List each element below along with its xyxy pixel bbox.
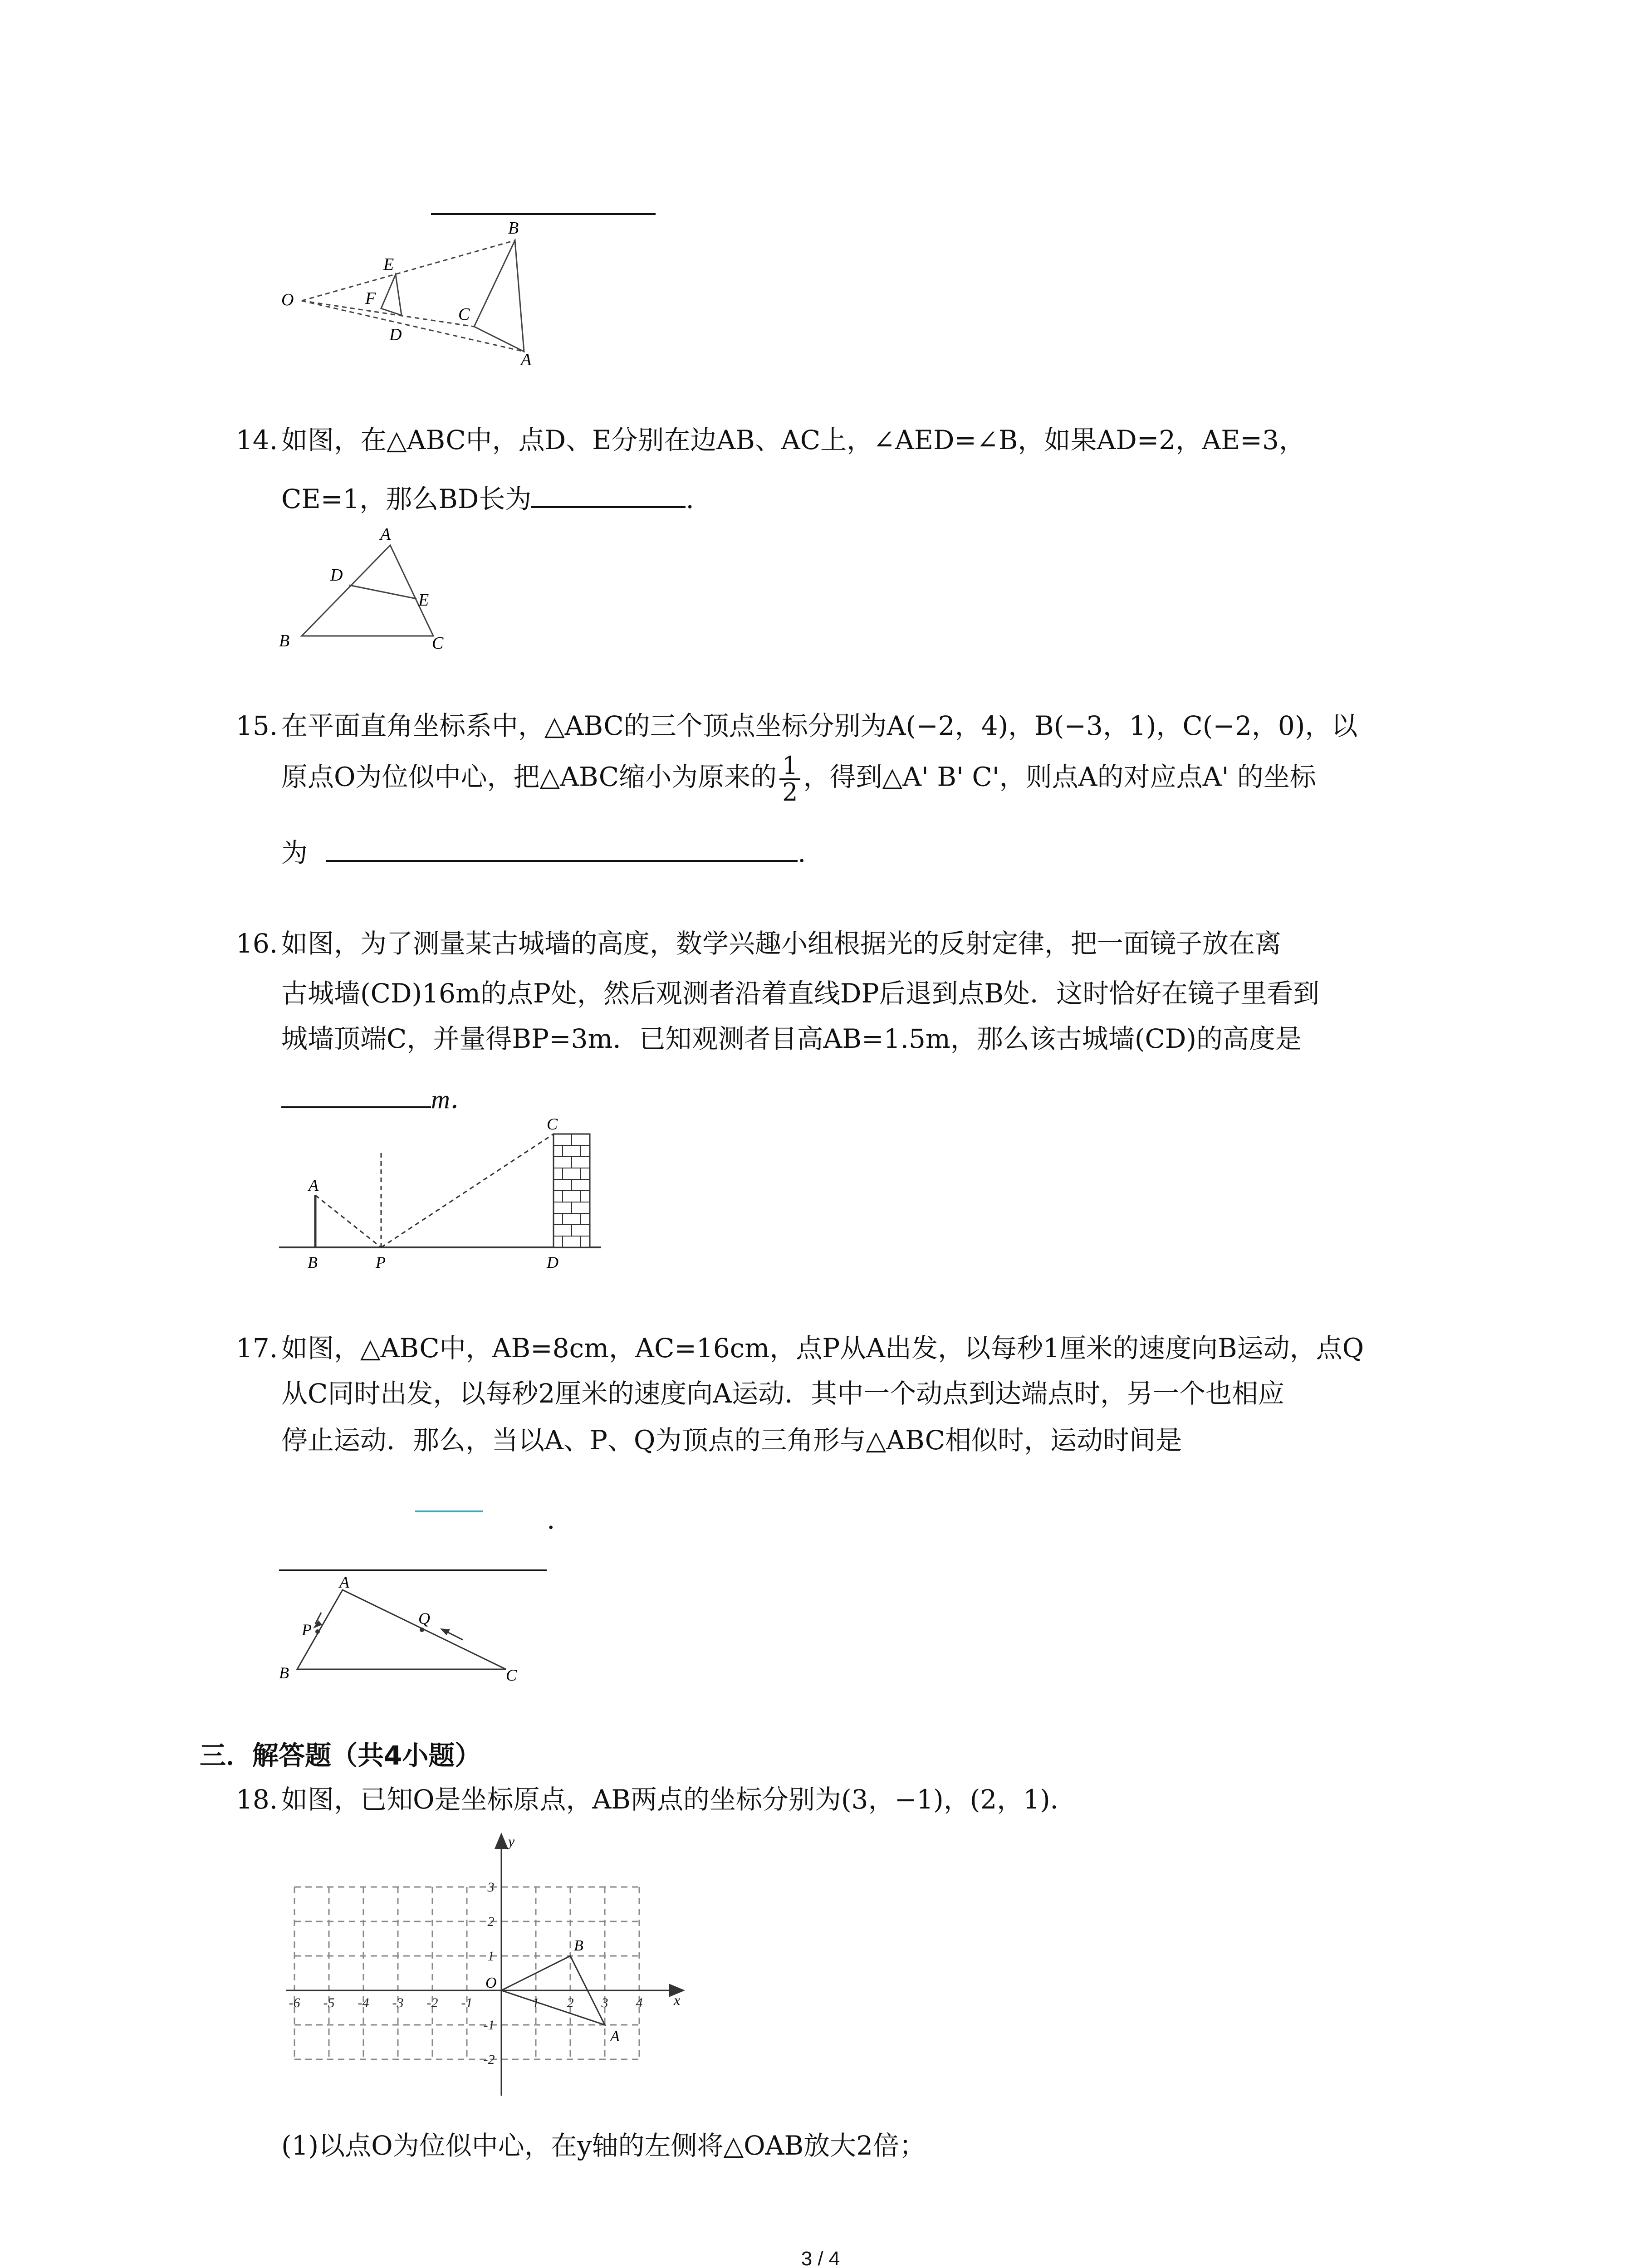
q18-x-axis-label: x	[674, 1992, 681, 2008]
q18-number: 18.	[236, 1784, 278, 1815]
q15-number: 15.	[236, 710, 278, 741]
q18-xtick: 4	[636, 1995, 643, 2010]
q18-part1: (1)以点O为位似中心，在y轴的左侧将△OAB放大2倍；	[281, 2130, 926, 2161]
q18-coordinate-grid	[268, 1823, 694, 2105]
q18-xtick: -1	[461, 1995, 473, 2010]
q16-label-A: A	[309, 1176, 318, 1194]
q18-xtick: -4	[358, 1995, 369, 2010]
q14-line1: 14. 如图，在△ABC中，点D、E分别在边AB、AC上，∠AED=∠B，如果AD=2，AE=3，	[236, 425, 1305, 455]
q15-line1: 15. 在平面直角坐标系中，△ABC的三个顶点坐标分别为A(−2，4)，B(−3，1)，C(−2，0)，以	[236, 710, 1358, 741]
q15-fraction: $\frac{1}{2}$	[779, 753, 800, 805]
q14-number: 14.	[236, 425, 278, 455]
q16-figure	[272, 1111, 608, 1275]
q18-y-axis-label: y	[508, 1833, 515, 1849]
q18-origin-label: O	[485, 1975, 497, 1991]
q18-point-B-label: B	[574, 1937, 583, 1954]
q14-label-D: D	[330, 566, 343, 585]
q16-number: 16.	[236, 928, 278, 959]
q18-xtick: -3	[392, 1995, 404, 2010]
q17-end-period: .	[547, 1504, 555, 1535]
q17-figure	[272, 1569, 544, 1696]
q16-line4: m．	[281, 1081, 476, 1114]
q13-label-A: A	[521, 350, 532, 369]
q18-point-A-label: A	[610, 2028, 620, 2045]
q15-answer-blank	[326, 835, 798, 862]
q14-label-B: B	[279, 631, 290, 650]
q18-xtick: -6	[289, 1995, 300, 2010]
q17-line1: 17. 如图，△ABC中，AB=8cm，AC=16cm，点P从A出发，以每秒1厘米的速度向B运动，点Q	[236, 1333, 1364, 1364]
q17-label-B: B	[279, 1664, 289, 1682]
q13-figure	[272, 213, 544, 376]
q17-label-P: P	[302, 1621, 312, 1639]
q18-xtick: 1	[532, 1995, 539, 2010]
q14-answer-blank	[531, 481, 686, 508]
q13-label-O: O	[281, 290, 294, 309]
q13-label-E: E	[383, 255, 394, 274]
q18-ytick: 1	[487, 1949, 495, 1964]
q13-label-C: C	[458, 305, 470, 324]
q18-ytick: 2	[487, 1914, 495, 1929]
q14-label-A: A	[380, 525, 391, 544]
q18-ytick: -2	[483, 2052, 495, 2067]
q18-line1: 18. 如图，已知O是坐标原点，AB两点的坐标分别为(3，−1)，(2，1)．	[236, 1784, 1077, 1815]
q16-line1: 16. 如图，为了测量某古城墙的高度，数学兴趣小组根据光的反射定律，把一面镜子放在离	[236, 928, 1282, 959]
q16-line2: 古城墙(CD)16m的点P处，然后观测者沿着直线DP后退到点B处．这时恰好在镜子里看到	[281, 978, 1320, 1009]
q17-number: 17.	[236, 1333, 278, 1364]
q17-answer-mark	[415, 1510, 483, 1512]
section-3-heading: 三．解答题（共4小题）	[200, 1740, 481, 1771]
q17-line2: 从C同时出发，以每秒2厘米的速度向A运动．其中一个动点到达端点时，另一个也相应	[281, 1378, 1285, 1409]
q14-label-C: C	[432, 634, 444, 653]
q17-line3: 停止运动．那么，当以A、P、Q为顶点的三角形与△ABC相似时，运动时间是	[281, 1425, 1182, 1456]
q13-label-F: F	[365, 289, 376, 308]
page-number: 3 / 4	[801, 2248, 840, 2268]
q17-label-Q: Q	[418, 1609, 430, 1628]
q18-xtick: 3	[601, 1995, 608, 2010]
q18-xtick: -5	[323, 1995, 335, 2010]
q13-label-D: D	[389, 325, 402, 344]
q17-label-A: A	[339, 1573, 349, 1591]
q16-label-P: P	[376, 1253, 386, 1271]
q14-figure	[272, 522, 463, 658]
q18-ytick: 3	[487, 1880, 495, 1895]
q14-label-E: E	[418, 591, 429, 610]
q18-xtick: 2	[567, 1995, 574, 2010]
q18-xtick: -2	[426, 1995, 438, 2010]
q16-label-C: C	[547, 1115, 558, 1133]
q14-line2: CE=1，那么BD长为 .	[281, 481, 694, 513]
q16-line3: 城墙顶端C，并量得BP=3m．已知观测者目高AB=1.5m，那么该古城墙(CD)的高度是	[281, 1023, 1302, 1054]
q18-ytick: -1	[483, 2018, 495, 2033]
q16-label-B: B	[308, 1253, 318, 1271]
q15-line2: 原点O为位似中心，把△ABC缩小为原来的 $\frac{1}{2}$ ，得到△A' B' C'，则点A的对应点A' 的坐标	[281, 751, 1316, 807]
q13-label-B: B	[508, 219, 519, 238]
q16-label-D: D	[547, 1253, 558, 1271]
q17-label-C: C	[506, 1666, 517, 1684]
q15-line3: 为 .	[281, 835, 806, 867]
q16-answer-blank	[281, 1081, 431, 1108]
